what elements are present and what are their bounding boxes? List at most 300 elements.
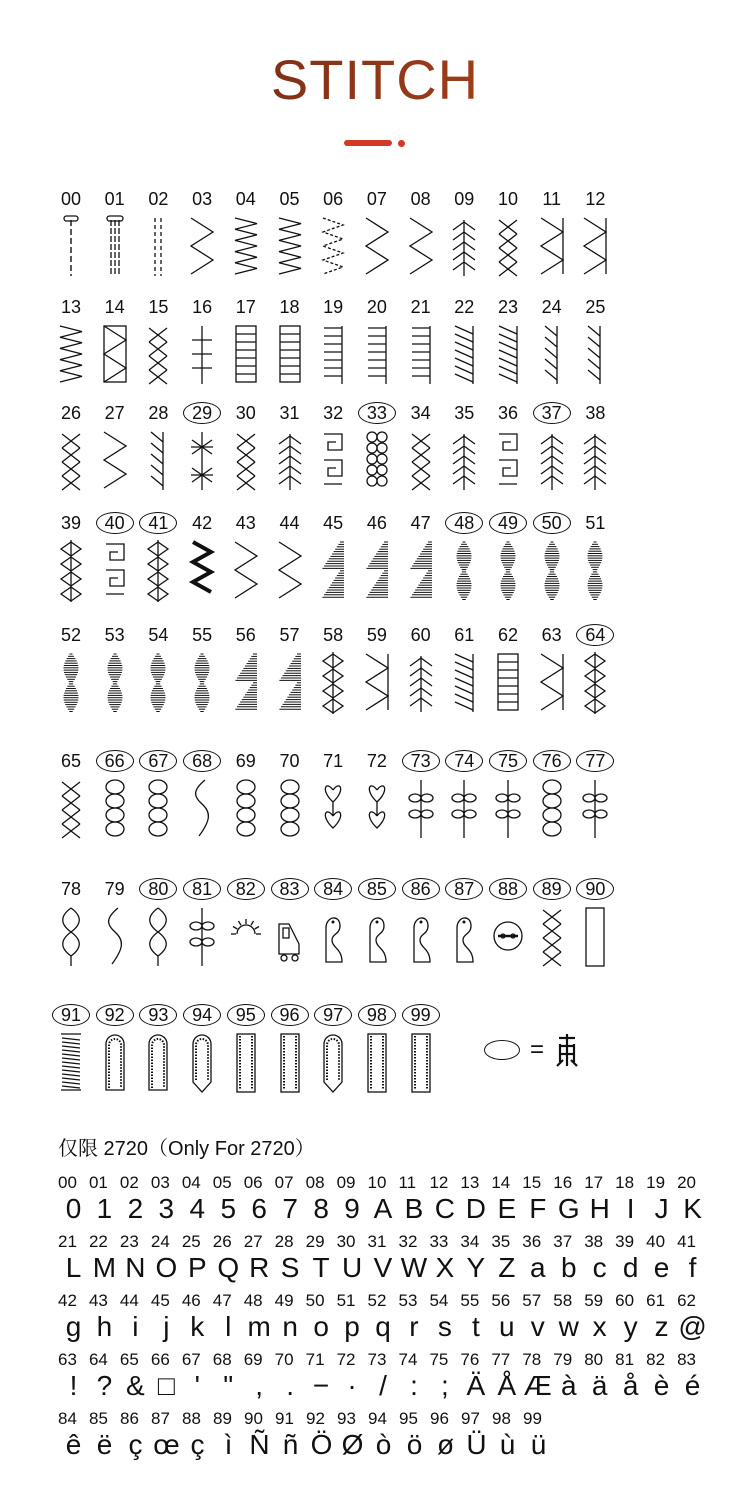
alphabet-row xyxy=(58,1410,708,1460)
stitch-number: 01 xyxy=(104,189,125,209)
stitch-cell xyxy=(443,878,485,968)
alphabet-number: 07 xyxy=(274,1173,294,1192)
stitch-number: 54 xyxy=(148,625,169,645)
alphabet-number: 99 xyxy=(523,1409,542,1428)
stitch-cell xyxy=(50,624,92,714)
stitch-number: 13 xyxy=(60,297,82,317)
stitch-number: 67 xyxy=(139,750,177,772)
stitch-number: 00 xyxy=(60,189,82,209)
stitch-cell xyxy=(531,402,573,492)
presser-foot-icon xyxy=(554,1032,580,1068)
stitch-number: 27 xyxy=(104,403,125,423)
alphabet-number: 68 xyxy=(212,1350,232,1369)
stitch-number: 05 xyxy=(279,189,300,209)
alphabet-number: 81 xyxy=(615,1350,635,1369)
alphabet-character: l xyxy=(225,1311,232,1342)
stitch-number: 50 xyxy=(533,512,571,534)
alphabet-character: Z xyxy=(498,1252,516,1283)
stitch-cell xyxy=(443,188,485,278)
alphabet-number: 02 xyxy=(119,1173,139,1192)
alphabet-character: k xyxy=(190,1311,205,1342)
stitch-number: 69 xyxy=(235,751,256,771)
alphabet-number: 83 xyxy=(677,1350,696,1369)
alphabet-character: ! xyxy=(69,1370,78,1401)
alphabet-character: ò xyxy=(375,1429,392,1460)
stitch-cell xyxy=(50,878,92,968)
stitch-number: 11 xyxy=(542,189,562,209)
stitch-cell xyxy=(94,512,136,602)
stitch-number: 06 xyxy=(323,189,344,209)
stitch-cell xyxy=(181,512,223,602)
alphabet-character: g xyxy=(65,1311,82,1342)
heart-icon xyxy=(318,776,348,840)
stitch-cell xyxy=(181,750,223,840)
stitch-number: 77 xyxy=(576,750,614,772)
alphabet-number: 11 xyxy=(398,1173,417,1192)
stitch-cell xyxy=(531,512,573,602)
alphabet-character: M xyxy=(92,1252,117,1283)
double-dashed-icon xyxy=(143,214,173,278)
heart-icon xyxy=(362,776,392,840)
triangle-zigzag-icon xyxy=(580,214,610,278)
alphabet-character: K xyxy=(683,1193,702,1224)
stitch-cell xyxy=(137,402,179,492)
alphabet-number: 03 xyxy=(150,1173,170,1192)
alphabet-character: i xyxy=(132,1311,139,1342)
stitch-number: 10 xyxy=(497,189,519,209)
stitch-number: 80 xyxy=(139,878,177,900)
alphabet-character: s xyxy=(437,1311,452,1342)
animal-icon xyxy=(362,904,392,968)
stitch-number: 29 xyxy=(183,402,221,424)
alphabet-character: G xyxy=(557,1193,580,1224)
alphabet-character: C xyxy=(434,1193,456,1224)
stitch-cell xyxy=(225,1004,267,1096)
triangle-zigzag-icon xyxy=(362,650,392,714)
satin-wedge-icon xyxy=(362,538,392,602)
alphabet-character: c xyxy=(592,1252,607,1283)
stitch-number: 79 xyxy=(104,879,125,899)
alphabet-character: F xyxy=(529,1193,547,1224)
alphabet-number: 61 xyxy=(646,1291,666,1310)
alphabet-character: j xyxy=(163,1311,170,1342)
stitch-number: 66 xyxy=(96,750,134,772)
alphabet-character: 9 xyxy=(344,1193,360,1224)
loop-icon xyxy=(143,776,173,840)
oval-marker-icon xyxy=(484,1040,520,1060)
alphabet-character: 3 xyxy=(158,1193,175,1224)
stitch-cell xyxy=(137,1004,179,1096)
alphabet-number: 26 xyxy=(212,1232,232,1251)
stitch-cell xyxy=(574,188,616,278)
alphabet-character: @ xyxy=(678,1311,707,1342)
stitch-cell xyxy=(531,188,573,278)
alphabet-character: y xyxy=(623,1311,638,1342)
alphabet-number: 88 xyxy=(182,1409,201,1428)
stitch-number: 32 xyxy=(323,403,344,423)
alphabet-character: " xyxy=(223,1370,234,1401)
alphabet-number: 85 xyxy=(89,1409,108,1428)
stitch-number: 12 xyxy=(585,189,606,209)
stitch-cell xyxy=(400,512,442,602)
alphabet-number: 90 xyxy=(244,1409,263,1428)
stitch-number: 64 xyxy=(576,624,614,646)
honeycomb-icon xyxy=(362,428,392,492)
alphabet-number: 97 xyxy=(461,1409,480,1428)
dashed-zigzag-icon xyxy=(318,214,348,278)
stitch-number: 14 xyxy=(104,297,125,317)
stitch-number: 31 xyxy=(279,403,300,423)
alphabet-number: 96 xyxy=(430,1409,449,1428)
alphabet-number: 35 xyxy=(491,1232,511,1251)
sun-icon xyxy=(231,904,261,968)
alphabet-character: Ü xyxy=(466,1429,487,1460)
stitch-cell xyxy=(269,1004,311,1096)
greek-key-icon xyxy=(100,538,130,602)
comb-icon xyxy=(362,322,392,386)
stitch-cell xyxy=(400,624,442,714)
stitch-cell xyxy=(574,878,616,968)
stitch-cell xyxy=(356,188,398,278)
alphabet-number: 28 xyxy=(274,1232,294,1251)
alphabet-character: d xyxy=(622,1252,639,1283)
stitch-cell xyxy=(181,402,223,492)
stitch-cell xyxy=(269,188,311,278)
alphabet-number: 66 xyxy=(150,1350,170,1369)
alphabet-number: 53 xyxy=(398,1291,418,1310)
alphabet-character: ù xyxy=(499,1429,516,1460)
stitch-number: 15 xyxy=(148,297,169,317)
stitch-cell xyxy=(443,512,485,602)
stitch-cell xyxy=(181,188,223,278)
animal-icon xyxy=(406,904,436,968)
stitch-number: 92 xyxy=(96,1004,134,1026)
alphabet-number: 75 xyxy=(429,1350,449,1369)
alphabet-number: 05 xyxy=(212,1173,232,1192)
satin-wedge-icon xyxy=(406,538,436,602)
alphabet-character: ? xyxy=(96,1370,113,1401)
alphabet-number: 21 xyxy=(58,1232,77,1251)
alphabet-character: ä xyxy=(591,1370,608,1401)
alphabet-character: ì xyxy=(224,1429,233,1460)
alphabet-character: J xyxy=(654,1193,669,1224)
stitch-cell xyxy=(94,624,136,714)
straight-line-icon xyxy=(56,214,86,278)
alphabet-number: 70 xyxy=(274,1350,294,1369)
alphabet-character: Ñ xyxy=(249,1429,270,1460)
alphabet-character: o xyxy=(313,1311,329,1342)
alphabet-number: 73 xyxy=(367,1350,387,1369)
stitch-number: 95 xyxy=(227,1004,265,1026)
stitch-cell xyxy=(487,750,529,840)
stitch-number: 63 xyxy=(541,625,562,645)
alphabet-character: Å xyxy=(497,1370,517,1401)
satin-wave-icon xyxy=(493,538,523,602)
cross-stitch-icon xyxy=(231,428,261,492)
ladder-box-icon xyxy=(493,650,523,714)
zigzag-icon xyxy=(362,214,392,278)
legend xyxy=(484,1028,580,1072)
stitch-number: 24 xyxy=(541,297,562,317)
satin-zigzag-icon xyxy=(187,538,217,602)
stitch-cell xyxy=(531,878,573,968)
zigzag-icon xyxy=(231,538,261,602)
stitch-cell xyxy=(312,296,354,386)
alphabet-character: ö xyxy=(406,1429,423,1460)
alphabet-character: 7 xyxy=(282,1193,298,1224)
alphabet-character: 6 xyxy=(251,1193,267,1224)
alphabet-character: v xyxy=(530,1311,545,1342)
stitch-cell xyxy=(531,750,573,840)
box-cross-icon xyxy=(100,322,130,386)
alphabet-character: è xyxy=(653,1370,670,1401)
greek-key-icon xyxy=(318,428,348,492)
alphabet-character: å xyxy=(622,1370,639,1401)
stitch-cell xyxy=(400,1004,442,1096)
alphabet-number: 84 xyxy=(58,1409,77,1428)
alphabet-number: 17 xyxy=(584,1173,604,1192)
stitch-cell xyxy=(531,296,573,386)
buttonhole-square-icon xyxy=(406,1030,436,1096)
stitch-number: 87 xyxy=(445,878,483,900)
cross-stitch-icon xyxy=(537,904,567,968)
diamond-chain-icon xyxy=(56,538,86,602)
alphabet-character: U xyxy=(341,1252,363,1283)
stitch-number: 09 xyxy=(454,189,475,209)
buttonhole-pointed-icon xyxy=(318,1030,348,1096)
stitch-cell xyxy=(443,624,485,714)
stitch-cell xyxy=(443,750,485,840)
alphabet-character: 8 xyxy=(313,1193,329,1224)
alphabet-number: 32 xyxy=(398,1232,418,1251)
alphabet-character: E xyxy=(497,1193,517,1224)
alphabet-number: 18 xyxy=(615,1173,635,1192)
stitch-number: 91 xyxy=(52,1004,90,1026)
alphabet-number: 37 xyxy=(553,1232,573,1251)
satin-wave-icon xyxy=(580,538,610,602)
alphabet-number: 14 xyxy=(491,1173,511,1192)
alphabet-number: 46 xyxy=(181,1291,201,1310)
alphabet-number: 77 xyxy=(491,1350,511,1369)
alphabet-character: œ xyxy=(153,1429,180,1460)
alphabet-row xyxy=(58,1292,708,1342)
satin-wave-icon xyxy=(187,650,217,714)
stitch-cell xyxy=(400,296,442,386)
stitch-number: 68 xyxy=(183,750,221,772)
stitch-number: 38 xyxy=(585,403,606,423)
alphabet-character: é xyxy=(684,1370,701,1401)
stitch-cell xyxy=(225,188,267,278)
alphabet-number: 59 xyxy=(584,1291,604,1310)
stitch-cell xyxy=(269,402,311,492)
alphabet-number: 89 xyxy=(213,1409,232,1428)
stitch-cell xyxy=(269,296,311,386)
alphabet-number: 64 xyxy=(88,1350,108,1369)
stitch-number: 56 xyxy=(235,625,256,645)
stitch-cell xyxy=(356,512,398,602)
stitch-cell xyxy=(356,402,398,492)
stitch-number: 08 xyxy=(410,189,431,209)
button-icon xyxy=(493,904,523,968)
alphabet-character: à xyxy=(560,1370,577,1401)
alphabet-character: A xyxy=(373,1193,393,1224)
alphabet-number: 23 xyxy=(119,1232,139,1251)
alphabet-number: 22 xyxy=(88,1232,108,1251)
alphabet-number: 57 xyxy=(522,1291,542,1310)
stitch-cell xyxy=(181,296,223,386)
alphabet-character: e xyxy=(653,1252,670,1283)
stitch-cell xyxy=(181,878,223,968)
stitch-cell xyxy=(94,188,136,278)
ladder-box-icon xyxy=(231,322,261,386)
alphabet-character: T xyxy=(312,1252,330,1283)
stitch-cell xyxy=(137,624,179,714)
alphabet-number: 71 xyxy=(305,1350,325,1369)
stitch-number: 46 xyxy=(366,513,387,533)
alphabet-character: u xyxy=(499,1311,515,1342)
alphabet-number: 12 xyxy=(429,1173,449,1192)
stitch-number: 55 xyxy=(192,625,213,645)
stitch-number: 21 xyxy=(410,297,431,317)
alphabet-number: 01 xyxy=(88,1173,108,1192)
stitch-number: 28 xyxy=(148,403,169,423)
diamond-chain-icon xyxy=(143,538,173,602)
stitch-number: 82 xyxy=(227,878,265,900)
fine-zigzag-icon xyxy=(56,322,86,386)
stitch-cell xyxy=(487,402,529,492)
alphabet-number: 79 xyxy=(553,1350,573,1369)
alphabet-character: Ö xyxy=(310,1429,333,1460)
stitch-cell xyxy=(94,402,136,492)
stitch-cell xyxy=(356,624,398,714)
alphabet-character: − xyxy=(312,1370,330,1401)
stitch-cell xyxy=(50,1004,92,1096)
stitch-cell xyxy=(181,624,223,714)
alphabet-number: 16 xyxy=(553,1173,573,1192)
alphabet-character: □ xyxy=(157,1370,175,1401)
alphabet-character: p xyxy=(344,1311,360,1342)
stitch-number: 51 xyxy=(585,513,606,533)
loop-icon xyxy=(537,776,567,840)
stitch-cell xyxy=(50,296,92,386)
alphabet-character: W xyxy=(400,1252,428,1283)
stitch-number: 57 xyxy=(279,625,300,645)
only-for-2720-label: 仅限 2720（Only For 2720） xyxy=(58,1138,315,1160)
alphabet-number: 15 xyxy=(522,1173,542,1192)
alphabet-number: 04 xyxy=(181,1173,201,1192)
alphabet-character: V xyxy=(373,1252,393,1283)
alphabet-character: Q xyxy=(217,1252,240,1283)
alphabet-character: ; xyxy=(441,1370,449,1401)
triple-straight-icon xyxy=(100,214,130,278)
stitch-number: 85 xyxy=(358,878,396,900)
stitch-number: 78 xyxy=(60,879,82,899)
wave-icon xyxy=(187,776,217,840)
stitch-number: 30 xyxy=(235,403,256,423)
stitch-number: 20 xyxy=(366,297,387,317)
stitch-cell xyxy=(137,512,179,602)
alphabet-character: ç xyxy=(128,1429,143,1460)
alphabet-character: b xyxy=(560,1252,577,1283)
flower-icon xyxy=(187,904,217,968)
stitch-number: 19 xyxy=(323,297,344,317)
alphabet-character: . xyxy=(286,1370,295,1401)
wave-icon xyxy=(100,904,130,968)
alphabet-number: 54 xyxy=(429,1291,449,1310)
alphabet-character: ê xyxy=(65,1429,82,1460)
stitch-cell xyxy=(356,878,398,968)
leaf-icon xyxy=(56,904,86,968)
stitch-number: 96 xyxy=(271,1004,309,1026)
stitch-number: 75 xyxy=(489,750,527,772)
stitch-cell xyxy=(312,1004,354,1096)
alphabet-number: 94 xyxy=(368,1409,387,1428)
alphabet-character: P xyxy=(187,1252,207,1283)
stitch-number: 45 xyxy=(323,513,344,533)
slant-comb-icon xyxy=(493,322,523,386)
stitch-number: 41 xyxy=(139,512,177,534)
alphabet-character: t xyxy=(471,1311,480,1342)
alphabet-character: , xyxy=(255,1370,264,1401)
loop-icon xyxy=(275,776,305,840)
satin-wave-icon xyxy=(537,538,567,602)
stitch-number: 34 xyxy=(410,403,431,423)
diamond-chain-icon xyxy=(318,650,348,714)
stitch-number: 83 xyxy=(271,878,309,900)
alphabet-character: a xyxy=(529,1252,546,1283)
alphabet-number: 74 xyxy=(398,1350,418,1369)
alphabet-number: 56 xyxy=(491,1291,511,1310)
cross-stitch-icon xyxy=(56,428,86,492)
alphabet-number: 45 xyxy=(150,1291,170,1310)
stitch-cell xyxy=(269,624,311,714)
stitch-number: 48 xyxy=(445,512,483,534)
chevron-stack-icon xyxy=(406,650,436,714)
alphabet-character: · xyxy=(347,1370,357,1401)
alphabet-number: 93 xyxy=(337,1409,356,1428)
leaf-icon xyxy=(143,904,173,968)
comb-icon xyxy=(406,322,436,386)
flower-icon xyxy=(449,776,479,840)
alphabet-character: ø xyxy=(436,1429,455,1460)
stitch-number: 88 xyxy=(489,878,527,900)
stitch-number: 33 xyxy=(358,402,396,424)
stitch-cell xyxy=(94,878,136,968)
buttonhole-round-icon xyxy=(143,1030,173,1096)
animal-icon xyxy=(318,904,348,968)
alphabet-number: 52 xyxy=(367,1291,387,1310)
cross-stitch-icon xyxy=(406,428,436,492)
alphabet-number: 33 xyxy=(429,1232,449,1251)
stitch-cell xyxy=(137,878,179,968)
buttonhole-round-icon xyxy=(100,1030,130,1096)
alphabet-number: 69 xyxy=(243,1350,263,1369)
stitch-number: 58 xyxy=(323,625,344,645)
alphabet-character: h xyxy=(96,1311,113,1342)
loop-icon xyxy=(100,776,130,840)
alphabet-number: 91 xyxy=(275,1409,294,1428)
alphabet-number: 31 xyxy=(367,1232,387,1251)
stitch-cell xyxy=(312,750,354,840)
stitch-number: 47 xyxy=(410,513,431,533)
stitch-cell xyxy=(225,402,267,492)
stitch-number: 86 xyxy=(402,878,440,900)
stitch-number: 43 xyxy=(235,513,256,533)
stitch-cell xyxy=(487,624,529,714)
fine-zigzag-icon xyxy=(231,214,261,278)
alphabet-number: 65 xyxy=(119,1350,139,1369)
alphabet-character: D xyxy=(465,1193,486,1224)
